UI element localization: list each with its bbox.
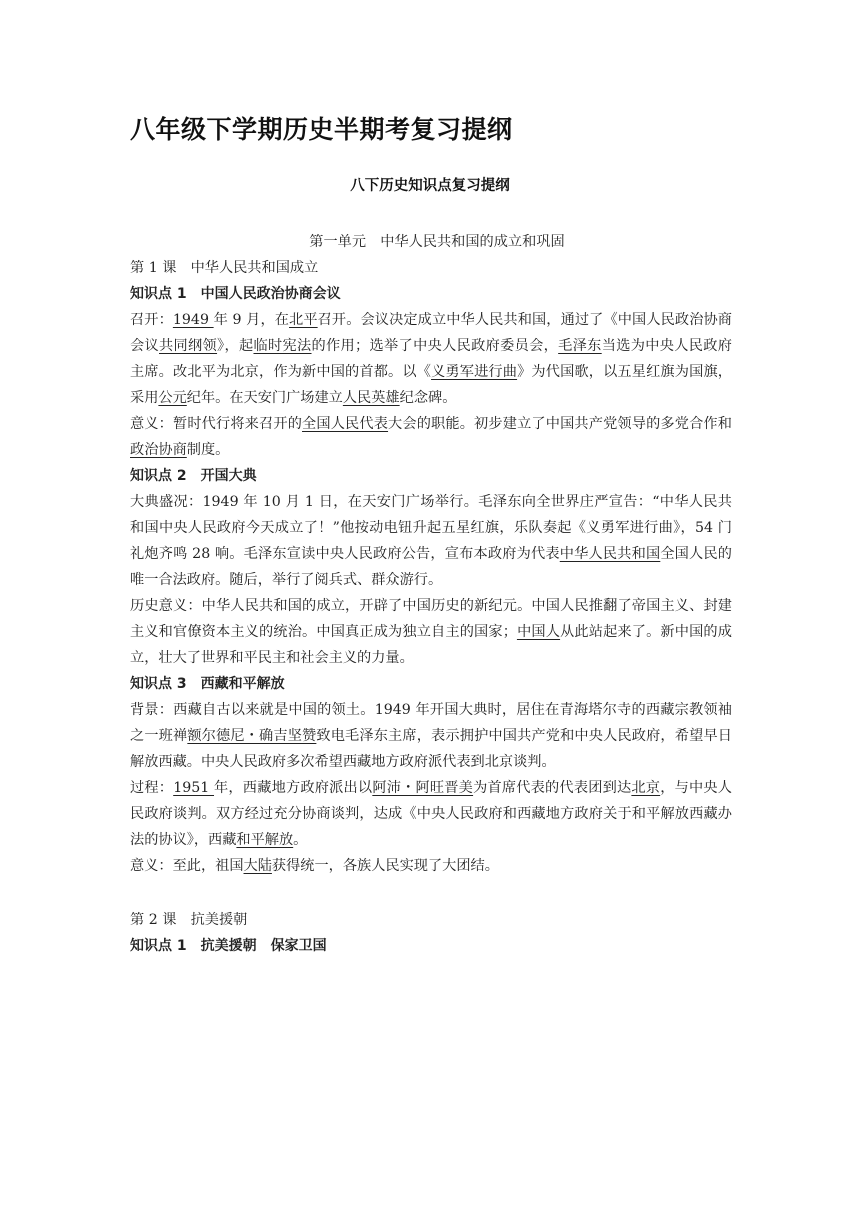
paragraph: 过程：1951 年，西藏地方政府派出以阿沛・阿旺晋美为首席代表的代表团到达北京，与中央人民政府谈判。双方经过充分协商谈判，达成《中央人民政府和西藏地方政府关于和平解放西藏办法的协议》，西藏和平解放。 — [130, 780, 732, 848]
paragraph: 召开：1949 年 9 月，在北平召开。会议决定成立中华人民共和国，通过了《中国人民政治协商会议共同纲领》，起临时宪法的作用；选举了中央人民政府委员会，毛泽东当选为中央人民政府主席。改北平为北京，作为新中国的首都。以《义勇军进行曲》为代国歌，以五星红旗为国旗，采用公元纪年。在天安门广场建立人民英雄纪念碑。 — [130, 312, 732, 406]
knowledge-point-heading: 知识点 3 西藏和平解放 — [130, 676, 285, 692]
paragraph: 背景：西藏自古以来就是中国的领土。1949 年开国大典时，居住在青海塔尔寺的西藏宗教领袖之一班禅额尔德尼・确吉坚赞致电毛泽东主席，表示拥护中国共产党和中央人民政府，希望早日解放西藏。中央人民政府多次希望西藏地方政府派代表到北京谈判。 — [130, 702, 732, 770]
lesson-heading: 第 1 课 中华人民共和国成立 — [130, 260, 319, 276]
spacer — [130, 879, 732, 907]
knowledge-point-heading: 知识点 1 中国人民政治协商会议 — [130, 286, 341, 302]
knowledge-point-heading: 知识点 2 开国大典 — [130, 468, 257, 484]
paragraph: 历史意义：中华人民共和国的成立，开辟了中国历史的新纪元。中国人民推翻了帝国主义、封建主义和官僚资本主义的统治。中国真正成为独立自主的国家；中国人从此站起来了。新中国的成立，壮大了世界和平民主和社会主义的力量。 — [130, 598, 732, 666]
document-title: 八年级下学期历史半期考复习提纲 — [130, 115, 513, 144]
unit-heading: 第一单元 中华人民共和国的成立和巩固 — [309, 234, 565, 250]
paragraph: 意义：暂时代行将来召开的全国人民代表大会的职能。初步建立了中国共产党领导的多党合作和政治协商制度。 — [130, 416, 732, 458]
lesson-heading: 第 2 课 抗美援朝 — [130, 912, 248, 928]
paragraph: 意义：至此，祖国大陆获得统一，各族人民实现了大团结。 — [130, 858, 499, 874]
paragraph: 大典盛况：1949 年 10 月 1 日，在天安门广场举行。毛泽东向全世界庄严宣告：“中华人民共和国中央人民政府今天成立了！”他按动电钮升起五星红旗，乐队奏起《义勇军进行曲》，54 门礼炮齐鸣 28 响。毛泽东宣读中央人民政府公告，宣布本政府为代表中华人民共和国全国人民的唯一合法政府。随后，举行了阅兵式、群众游行。 — [130, 494, 732, 588]
document-subtitle: 八下历史知识点复习提纲 — [350, 178, 510, 194]
knowledge-point-heading: 知识点 1 抗美援朝 保家卫国 — [130, 938, 327, 954]
document-body — [130, 229, 732, 959]
